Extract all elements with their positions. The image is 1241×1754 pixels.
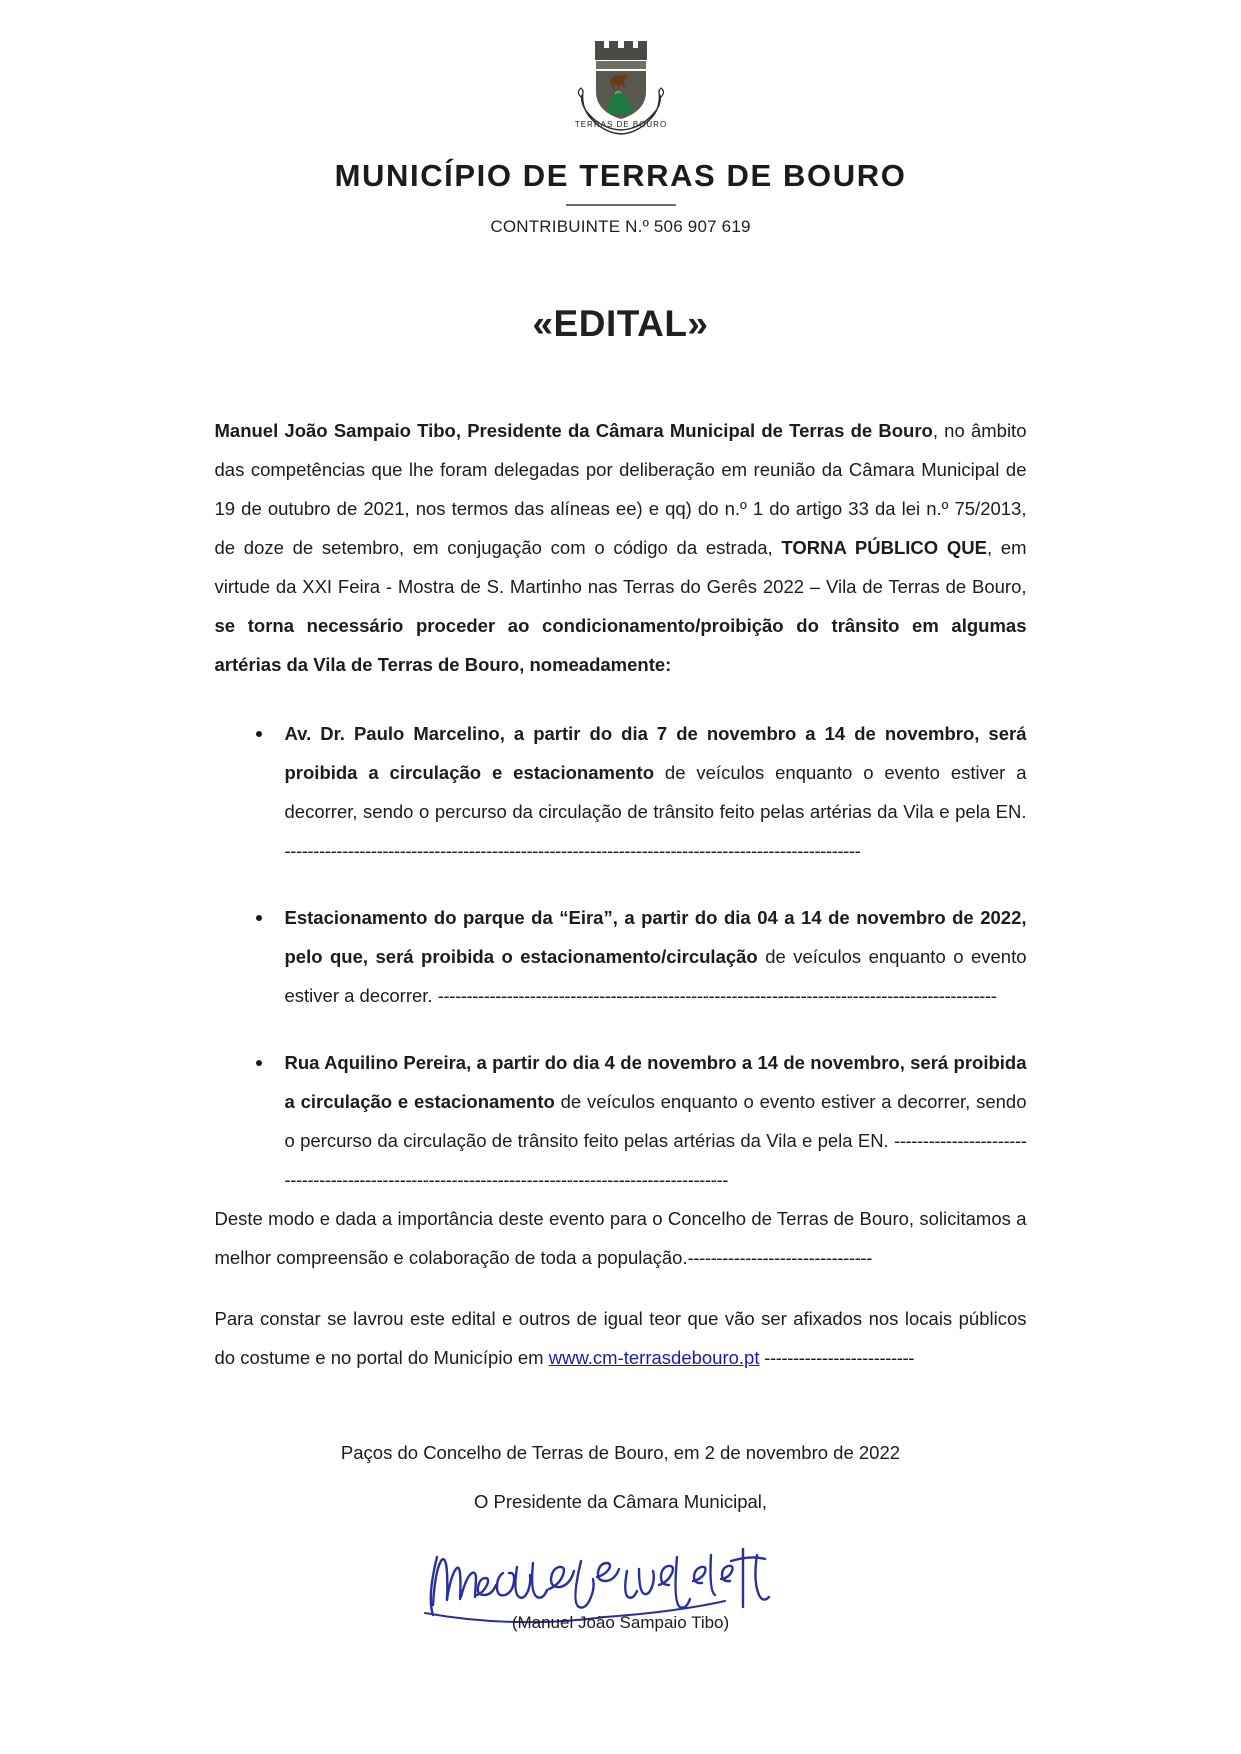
contributor-number: CONTRIBUINTE N.º 506 907 619: [490, 217, 751, 236]
bullet-dot-icon: [256, 915, 262, 921]
signature-area: [215, 1527, 1027, 1647]
document-body: [215, 345, 1027, 1377]
bullet-dot-icon: [256, 731, 262, 737]
list-item: [215, 714, 1027, 870]
place-and-date: Paços do Concelho de Terras de Bouro, em 2 de novembro de 2022: [340, 1442, 901, 1463]
organization-title: MUNICÍPIO DE TERRAS DE BOURO: [334, 158, 907, 193]
intro-text-4: , em virtude da XXI Feira - Mostra de S. Martinho nas Terras do Gerês 2022 – Vila de Terras de Bouro,: [214, 537, 1027, 597]
signatory-role: O Presidente da Câmara Municipal,: [473, 1491, 768, 1512]
closing-text-2: Para constar se lavrou este edital e outros de igual teor que vão ser afixados nos locais públicos do costume e no portal do Município em: [214, 1308, 1027, 1368]
intro-text-5: se torna necessário proceder ao condicionamento/proibição do trânsito em algumas artérias da Vila de Terras de Bouro, nomeadamente:: [214, 615, 1027, 675]
closing-text-1: Deste modo e dada a importância deste evento para o Concelho de Terras de Bouro, solicitamos a melhor compreensão e colaboração de toda a população.: [214, 1208, 1027, 1268]
bullet-3-normal: de veículos enquanto o evento estiver a decorrer, sendo o percurso da circulação de trânsito feito pelas artérias da Vila e pela EN.: [284, 1091, 1027, 1151]
president-name: Manuel João Sampaio Tibo: [214, 420, 456, 441]
list-item: [215, 1043, 1027, 1199]
bullet-3-bold: Rua Aquilino Pereira, a partir do dia 4 de novembro a 14 de novembro, será proibida a circulação e estacionamento: [284, 1052, 1027, 1112]
bullet-2-bold: Estacionamento do parque da “Eira”, a partir do dia 04 a 14 de novembro de 2022, pelo que, será proibida o estacionamento/circulação: [284, 907, 1027, 967]
bullet-1-bold: Av. Dr. Paulo Marcelino, a partir do dia 7 de novembro a 14 de novembro, será proibida a circulação e estacionamento: [284, 723, 1027, 783]
svg-text:TERRAS DE BOURO: TERRAS DE BOURO: [574, 120, 667, 129]
intro-paragraph: [215, 411, 1027, 684]
document-header: [0, 0, 1241, 237]
bullet-1-normal: de veículos enquanto o evento estiver a decorrer, sendo o percurso da circulação de trânsito feito pelas artérias da Vila e pela EN.: [284, 762, 1027, 822]
bullet-2-normal: de veículos enquanto o evento estiver a decorrer.: [284, 946, 1027, 1006]
list-item: [215, 898, 1027, 1015]
intro-text-2: , no âmbito das competências que lhe foram delegadas por deliberação em reunião da Câmara Municipal de 19 de outubro de 2021, nos termos das alíneas ee) e qq) do n.º 1 do artigo 33 da lei n.º 75/2013, de doze de setembro, em conjugação com o código da estrada,: [214, 420, 1027, 558]
closing-1-dashes: --------------------------------: [687, 1247, 872, 1268]
intro-text-1: , Presidente da Câmara Municipal de Terras de Bouro: [455, 420, 933, 441]
page-title: «EDITAL»: [532, 303, 709, 344]
bullet-2-dashes: -------------------------------------------------------------------------------------------------: [437, 985, 997, 1006]
closing-paragraph-1: [215, 1199, 1027, 1277]
bullet-3-dashes: ----------------------------------------------------------------------------------------------------: [284, 1130, 1027, 1190]
signatory-name: (Manuel João Sampaio Tibo): [511, 1613, 730, 1632]
restrictions-list: [215, 714, 1027, 1199]
bullet-1-dashes: ----------------------------------------------------------------------------------------------------: [284, 840, 861, 861]
municipality-website-link[interactable]: www.cm-terrasdebouro.pt: [548, 1347, 760, 1368]
closing-paragraph-2: [215, 1299, 1027, 1377]
torna-publico-que: TORNA PÚBLICO QUE: [781, 537, 987, 558]
header-divider: [566, 204, 676, 206]
bullet-dot-icon: [256, 1060, 262, 1066]
closing-2-dashes: --------------------------: [759, 1347, 915, 1368]
terras-de-bouro-coat-of-arms-icon: [573, 34, 669, 138]
document-footer: [215, 1433, 1027, 1647]
